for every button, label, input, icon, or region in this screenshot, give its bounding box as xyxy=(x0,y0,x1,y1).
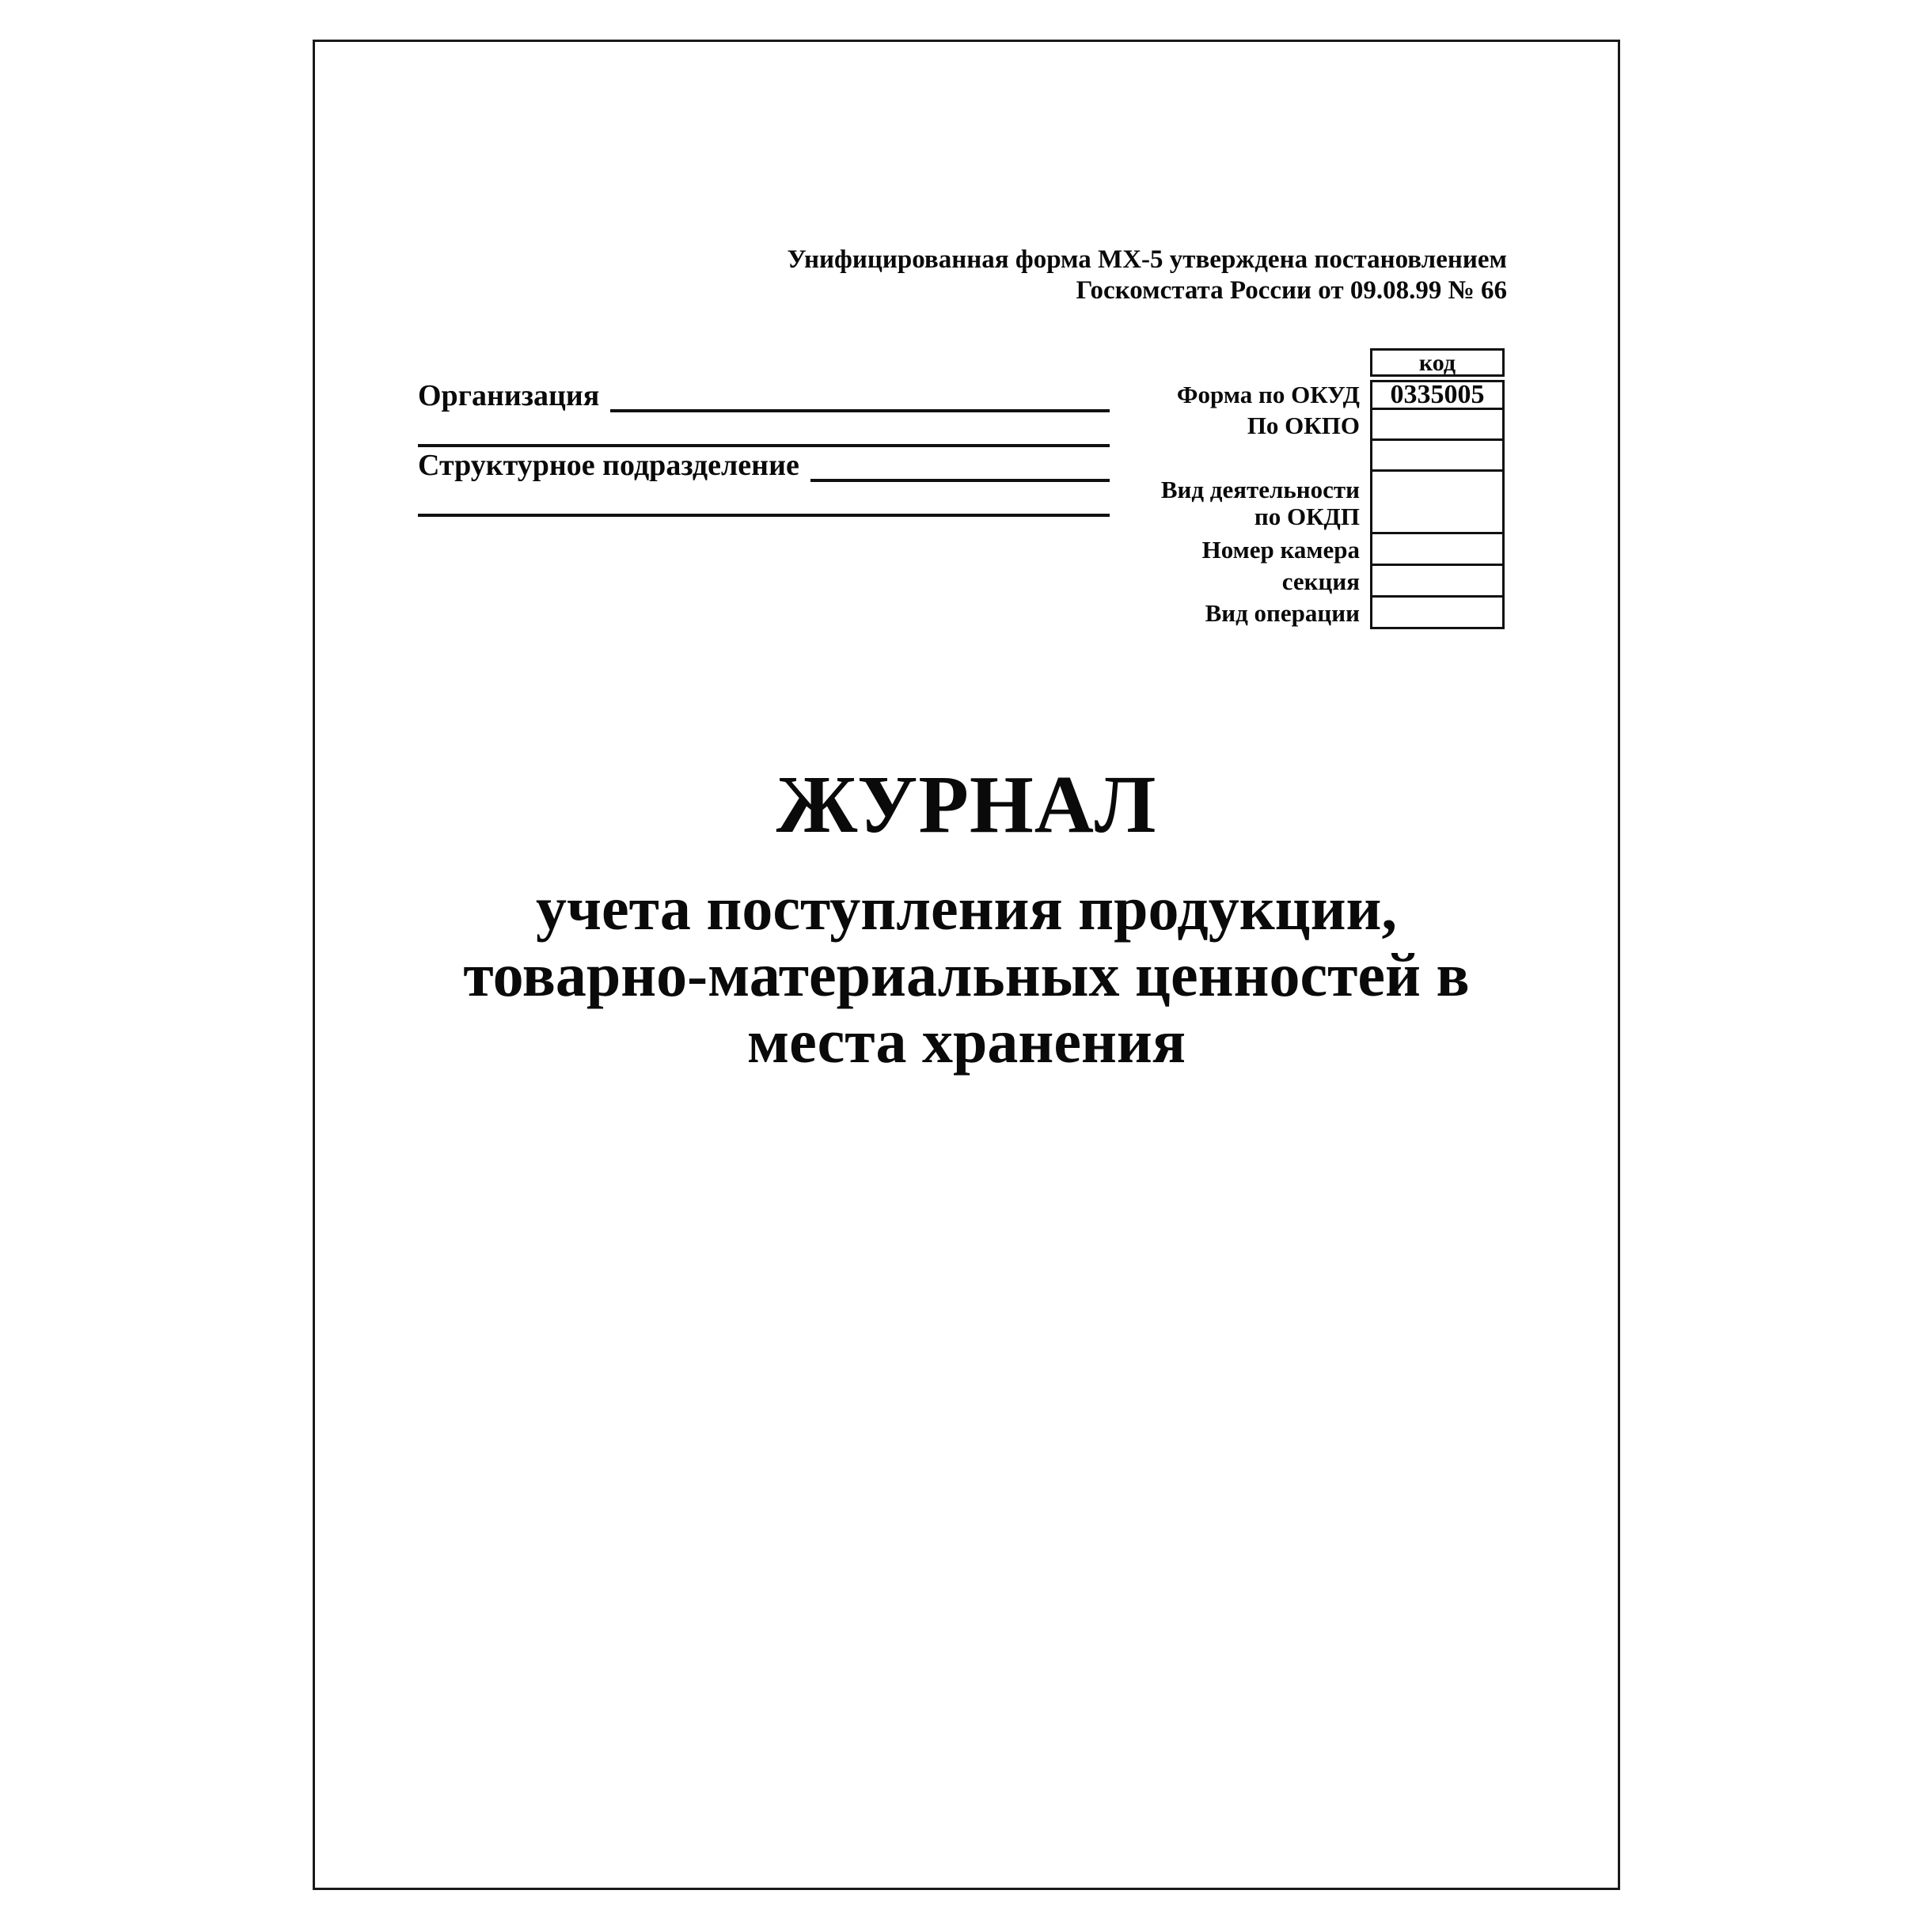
document-page xyxy=(313,40,1620,1890)
codes-labels xyxy=(758,348,1370,629)
organization-label: Организация xyxy=(418,379,600,412)
code-label-okpo: По ОКПО xyxy=(1247,411,1360,439)
code-table-body xyxy=(1370,380,1505,629)
code-cell-okud: 0335005 xyxy=(1372,382,1502,410)
code-label-okdp-line-1: Вид деятельности xyxy=(1160,475,1360,503)
code-label-okud: Форма по ОКУД xyxy=(1176,381,1360,408)
code-table-header: код xyxy=(1370,348,1505,377)
page-subtitle-line-3: места хранения xyxy=(746,1007,1186,1076)
approval-note xyxy=(787,245,1507,306)
code-label-camera-number: Номер камера xyxy=(1201,536,1360,564)
code-label-okdp-line-2: по ОКДП xyxy=(1254,502,1360,530)
code-cell-camera-number xyxy=(1372,534,1502,566)
code-label-operation-type: Вид операции xyxy=(1205,599,1360,627)
code-cell-operation-type xyxy=(1372,598,1502,627)
approval-line-2: Госкомстата России от 09.08.99 № 66 xyxy=(1076,276,1507,305)
code-cell-okpo xyxy=(1372,410,1502,441)
code-label-spacer xyxy=(758,348,1360,380)
code-label-section: секция xyxy=(1281,567,1360,595)
codes-table xyxy=(1370,348,1505,629)
code-cell-section xyxy=(1372,566,1502,598)
codes-block xyxy=(758,348,1505,629)
page-title: ЖУРНАЛ xyxy=(776,759,1157,850)
page-subtitle xyxy=(315,875,1618,1075)
code-cell-okdp xyxy=(1372,472,1502,534)
code-label-empty xyxy=(758,441,1360,472)
department-label: Структурное подразделение xyxy=(418,449,799,482)
code-cell-empty xyxy=(1372,441,1502,472)
code-label-okdp xyxy=(758,472,1360,534)
page-subtitle-line-1: учета поступления продукции, xyxy=(536,874,1397,943)
page-subtitle-line-2: товарно-материальных ценностей в xyxy=(463,940,1470,1009)
approval-line-1: Унифицированная форма МХ-5 утверждена постановлением xyxy=(787,245,1507,274)
